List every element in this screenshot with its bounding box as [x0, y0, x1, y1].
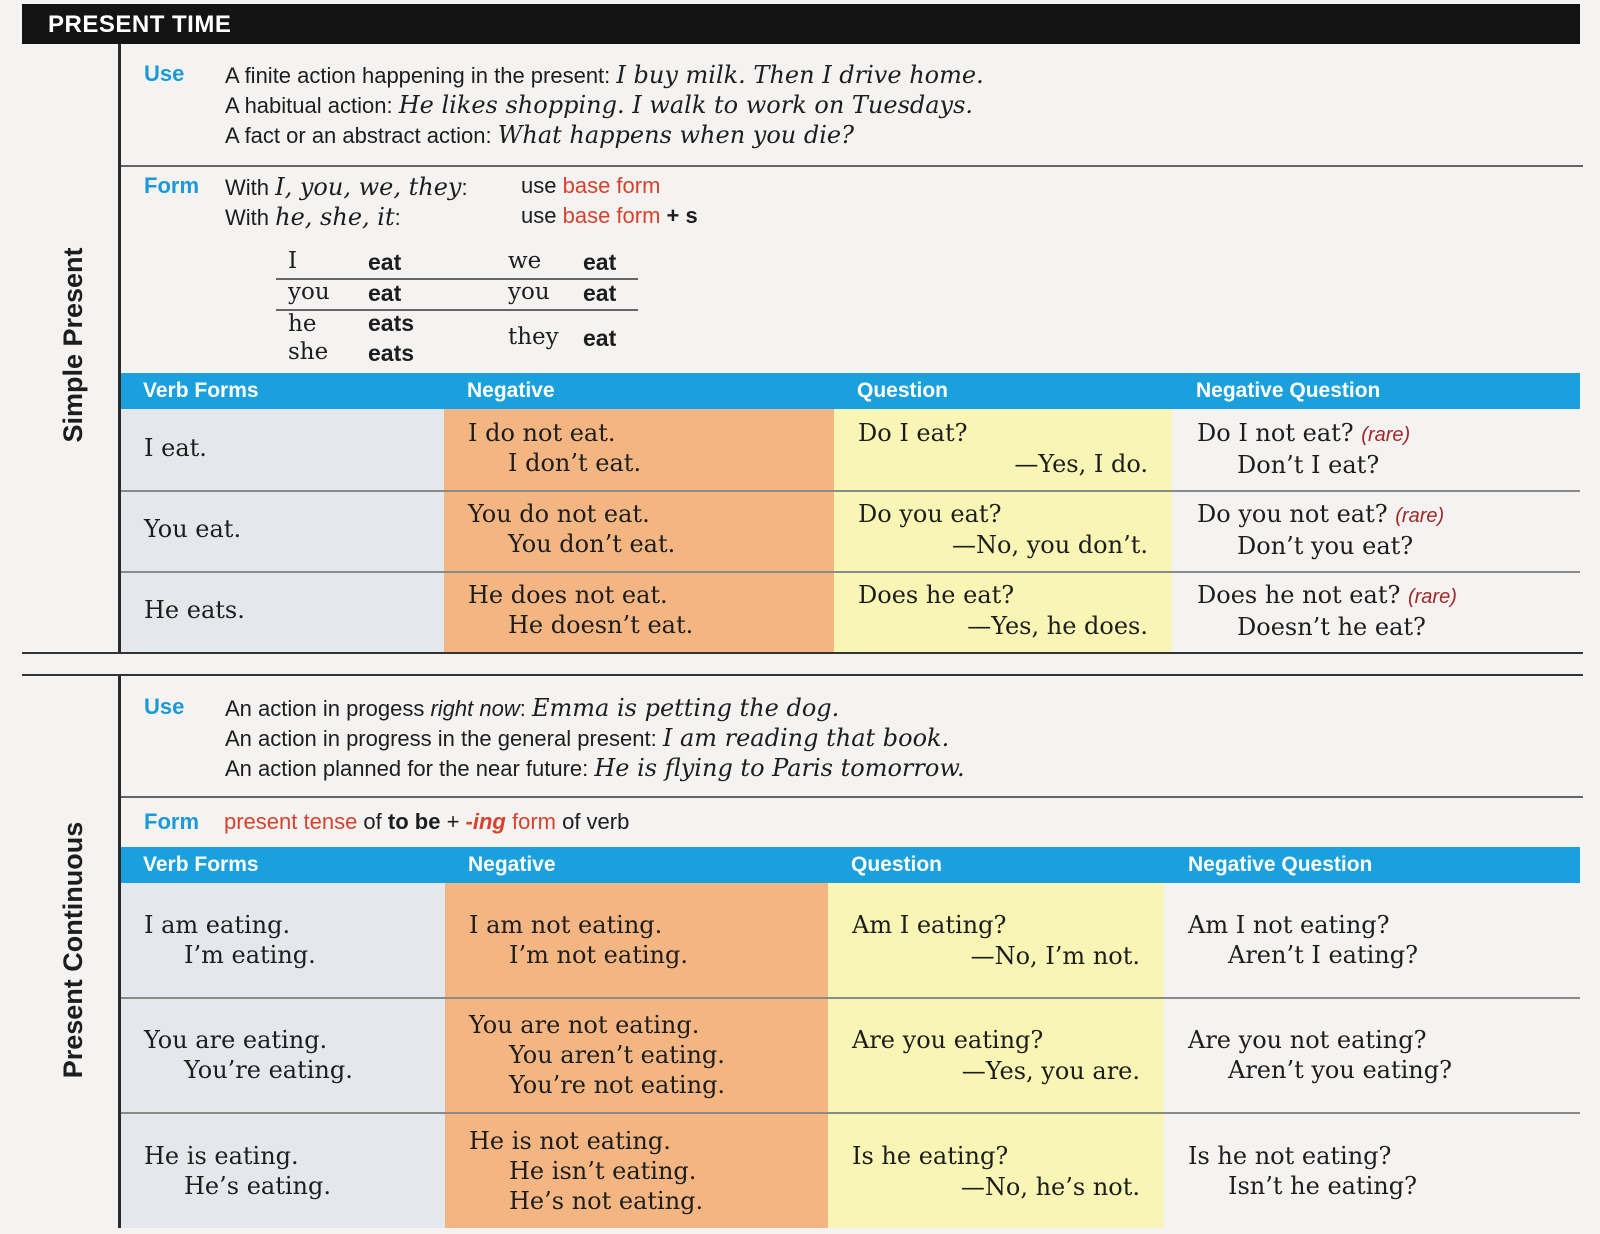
negative-cell: He is not eating. He isn’t eating. He’s not eating.	[469, 1127, 704, 1215]
use-line: An action in progress in the general present: I am reading that book.	[225, 724, 950, 752]
neg-question-cell: Does he not eat? (rare) Doesn’t he eat?	[1197, 581, 1457, 641]
divider	[121, 165, 1583, 167]
negative-cell: You are not eating. You aren’t eating. You’re not eating.	[469, 1011, 726, 1099]
page-title: PRESENT TIME	[48, 11, 232, 38]
answer-cell: —Yes, I do.	[1014, 450, 1148, 478]
header-negative: Negative	[467, 379, 555, 402]
neg-question-cell: Is he not eating? Isn’t he eating?	[1188, 1142, 1417, 1200]
negative-cell: He does not eat. He doesn’t eat.	[468, 581, 694, 639]
conjugation-cell: she	[288, 339, 329, 365]
form-rule: use base form + s	[521, 203, 698, 228]
title-bar	[22, 4, 1580, 44]
question-cell: Do you eat?	[858, 500, 1002, 528]
form-line: With I, you, we, they:	[225, 173, 468, 201]
table-row: I am eating. I’m eating.	[144, 911, 316, 969]
section-gap	[118, 654, 124, 674]
neg-question-cell: Am I not eating? Aren’t I eating?	[1188, 911, 1418, 969]
neg-question-cell: Do you not eat? (rare) Don’t you eat?	[1197, 500, 1445, 560]
use-line: An action in progess right now: Emma is petting the dog.	[225, 694, 840, 722]
table-header	[121, 847, 1580, 883]
use-label: Use	[144, 61, 185, 86]
negative-cell: You do not eat. You don’t eat.	[468, 500, 676, 558]
question-cell: Do I eat?	[858, 419, 968, 447]
question-cell: Are you eating?	[852, 1026, 1044, 1054]
header-question: Question	[851, 853, 943, 876]
conjugation-cell: he	[288, 311, 317, 337]
header-negative-question: Negative Question	[1196, 379, 1381, 402]
table-header	[121, 373, 1580, 409]
header-verb-forms: Verb Forms	[143, 379, 259, 402]
side-label-simple-present: Simple Present	[58, 247, 88, 443]
side-label-present-continuous: Present Continuous	[58, 821, 88, 1079]
conjugation-rule	[276, 309, 638, 311]
use-line: A finite action happening in the present: I buy milk. Then I drive home.	[225, 61, 984, 89]
row-divider	[121, 490, 1580, 492]
table-row: You eat.	[144, 515, 242, 543]
section-divider	[22, 674, 1583, 676]
header-negative-question: Negative Question	[1188, 853, 1373, 876]
question-cell: Is he eating?	[852, 1142, 1009, 1170]
conjugation-cell: we	[508, 248, 542, 274]
row-divider	[121, 1112, 1580, 1114]
table-row: I eat.	[144, 434, 207, 462]
neg-question-cell: Do I not eat? (rare) Don’t I eat?	[1197, 419, 1411, 479]
conjugation-cell: eat	[368, 249, 402, 275]
answer-cell: —Yes, he does.	[967, 612, 1148, 640]
table-row: He is eating. He’s eating.	[144, 1142, 331, 1200]
conjugation-cell: eat	[583, 280, 617, 306]
divider	[121, 796, 1583, 798]
header-negative: Negative	[468, 853, 556, 876]
use-line: A fact or an abstract action: What happens when you die?	[225, 121, 854, 149]
conjugation-cell: eats	[368, 310, 415, 336]
negative-cell: I do not eat. I don’t eat.	[468, 419, 642, 477]
row-divider	[121, 997, 1580, 999]
answer-cell: —No, I’m not.	[970, 942, 1140, 970]
conjugation-cell: you	[508, 279, 550, 305]
header-question: Question	[857, 379, 949, 402]
negative-cell: I am not eating. I’m not eating.	[469, 911, 688, 969]
use-line: An action planned for the near future: He is flying to Paris tomorrow.	[225, 754, 965, 782]
use-label: Use	[144, 694, 185, 719]
answer-cell: —Yes, you are.	[961, 1057, 1140, 1085]
question-cell: Am I eating?	[852, 911, 1007, 939]
question-cell: Does he eat?	[858, 581, 1015, 609]
header-verb-forms: Verb Forms	[143, 853, 259, 876]
form-line: With he, she, it:	[225, 203, 401, 231]
neg-question-cell: Are you not eating? Aren’t you eating?	[1188, 1026, 1452, 1084]
table-row: You are eating. You’re eating.	[144, 1026, 353, 1084]
answer-cell: —No, he’s not.	[960, 1173, 1140, 1201]
conjugation-cell: eats	[368, 340, 415, 366]
answer-cell: —No, you don’t.	[952, 531, 1148, 559]
form-line: present tense of to be + -ing form of verb	[224, 809, 630, 834]
table-row: He eats.	[144, 596, 245, 624]
form-label: Form	[144, 173, 199, 198]
conjugation-cell: eat	[368, 280, 402, 306]
form-label: Form	[144, 809, 199, 834]
section-divider	[22, 652, 1583, 654]
conjugation-cell: they	[508, 324, 559, 350]
conjugation-cell: eat	[583, 325, 617, 351]
conjugation-cell: I	[288, 248, 298, 274]
row-divider	[121, 571, 1580, 573]
form-rule: use base form	[521, 173, 661, 198]
conjugation-cell: eat	[583, 249, 617, 275]
use-line: A habitual action: He likes shopping. I walk to work on Tuesdays.	[225, 91, 974, 119]
conjugation-cell: you	[288, 279, 330, 305]
